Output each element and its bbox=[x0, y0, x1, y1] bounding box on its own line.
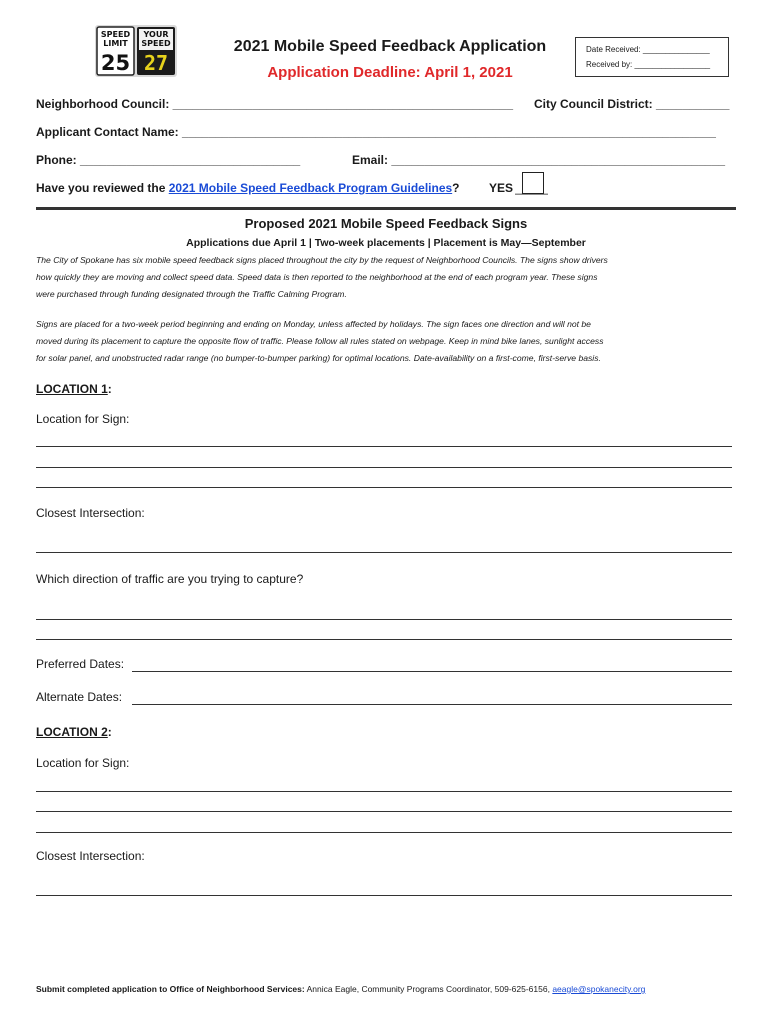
application-deadline: Application Deadline: April 1, 2021 bbox=[267, 64, 513, 81]
footer-email-link[interactable]: aeagle@spokanecity.org bbox=[552, 984, 646, 994]
location-2-intersection-label: Closest Intersection: bbox=[36, 849, 145, 863]
location-1-direction-label: Which direction of traffic are you trying to capture? bbox=[36, 572, 304, 586]
logo-speed-right-text: SPEED bbox=[141, 39, 171, 48]
logo-your-text: YOUR bbox=[143, 30, 169, 39]
footer-instruction: Submit completed application to Office of Neighborhood Services: bbox=[36, 984, 305, 994]
date-received-field[interactable]: Date Received: _______________ bbox=[586, 45, 710, 54]
logo-limit-text: LIMIT bbox=[103, 39, 128, 48]
location-1-direction-line-2[interactable] bbox=[36, 639, 732, 640]
speed-sign-icon bbox=[95, 25, 177, 77]
location-1-colon: : bbox=[107, 382, 112, 396]
location-1-sign-line-2[interactable] bbox=[36, 467, 732, 468]
location-1-preferred-line[interactable] bbox=[132, 671, 732, 672]
form-title: 2021 Mobile Speed Feedback Application bbox=[233, 38, 547, 55]
guidelines-reviewed-checkbox[interactable] bbox=[522, 172, 544, 194]
location-1-alternate-label: Alternate Dates: bbox=[36, 690, 123, 704]
city-council-district-field[interactable]: City Council District: ___________ bbox=[534, 97, 730, 111]
email-field[interactable]: Email: __________________________________________________ bbox=[352, 153, 726, 167]
guidelines-prefix: Have you reviewed the bbox=[36, 181, 166, 195]
guidelines-suffix: ? bbox=[452, 181, 460, 195]
section-divider bbox=[36, 207, 736, 210]
applicant-contact-name-field[interactable]: Applicant Contact Name: ________________________________________________________________________________ bbox=[36, 125, 716, 139]
location-1-title: LOCATION 1 bbox=[36, 382, 108, 396]
location-2-title: LOCATION 2 bbox=[36, 725, 108, 739]
received-by-field[interactable]: Received by: _________________ bbox=[586, 60, 711, 69]
rules-line: for solar panel, and unobstructed radar range (no bumper-to-bumper parking) for optimal locations. Date-availability on a first-come, first-serve basis. bbox=[36, 353, 601, 363]
description-line: how quickly they are moving and collect speed data. Speed data is then reported to the neighborhood at the end of each program year. These signs bbox=[36, 272, 598, 282]
location-1-direction-line-1[interactable] bbox=[36, 619, 732, 620]
program-description bbox=[36, 252, 736, 303]
placement-rules bbox=[36, 316, 736, 367]
yes-label: YES bbox=[489, 181, 514, 195]
location-1-intersection-label: Closest Intersection: bbox=[36, 506, 145, 520]
location-2-heading bbox=[36, 723, 112, 741]
office-use-box bbox=[575, 37, 729, 77]
section-subheading: Applications due April 1 | Two-week placements | Placement is May—September bbox=[186, 237, 586, 249]
submission-footer bbox=[36, 984, 756, 994]
location-2-sign-line-2[interactable] bbox=[36, 811, 732, 812]
phone-field[interactable]: Phone: _________________________________ bbox=[36, 153, 301, 167]
location-1-heading bbox=[36, 380, 112, 398]
location-1-preferred-label: Preferred Dates: bbox=[36, 657, 125, 671]
location-2-intersection-line[interactable] bbox=[36, 895, 732, 896]
location-1-sign-line-3[interactable] bbox=[36, 487, 732, 488]
rules-line: moved during its placement to capture the opposite flow of traffic. Please follow all rules stated on webpage. Keep in mind bike lanes, sunlight access bbox=[36, 336, 604, 346]
location-2-sign-label: Location for Sign: bbox=[36, 756, 130, 770]
description-line: The City of Spokane has six mobile speed feedback signs placed throughout the city by the request of Neighborhood Councils. The signs show drivers bbox=[36, 255, 608, 265]
location-1-sign-label: Location for Sign: bbox=[36, 412, 130, 426]
rules-line: Signs are placed for a two-week period beginning and ending on Monday, unless affected by holidays. The sign faces one direction and will not be bbox=[36, 319, 591, 329]
description-line: were purchased through funding designated through the Traffic Calming Program. bbox=[36, 289, 347, 299]
footer-contact: Annica Eagle, Community Programs Coordinator, 509-625-6156, bbox=[304, 984, 553, 994]
guidelines-link[interactable]: 2021 Mobile Speed Feedback Program Guidelines bbox=[168, 181, 453, 195]
location-2-colon: : bbox=[107, 725, 112, 739]
logo-limit-value: 25 bbox=[100, 51, 131, 75]
logo-speed-value: 27 bbox=[143, 51, 169, 75]
neighborhood-council-field[interactable]: Neighborhood Council: ___________________________________________________ bbox=[36, 97, 514, 111]
guidelines-question bbox=[36, 181, 476, 195]
yes-blank: _____ bbox=[515, 181, 549, 195]
logo-speed-text: SPEED bbox=[100, 30, 131, 39]
location-1-sign-line-1[interactable] bbox=[36, 446, 732, 447]
location-1-intersection-line[interactable] bbox=[36, 552, 732, 553]
location-1-alternate-line[interactable] bbox=[132, 704, 732, 705]
location-2-sign-line-1[interactable] bbox=[36, 791, 732, 792]
section-heading: Proposed 2021 Mobile Speed Feedback Signs bbox=[244, 216, 528, 231]
location-2-sign-line-3[interactable] bbox=[36, 832, 732, 833]
speed-sign-logo bbox=[95, 25, 177, 77]
